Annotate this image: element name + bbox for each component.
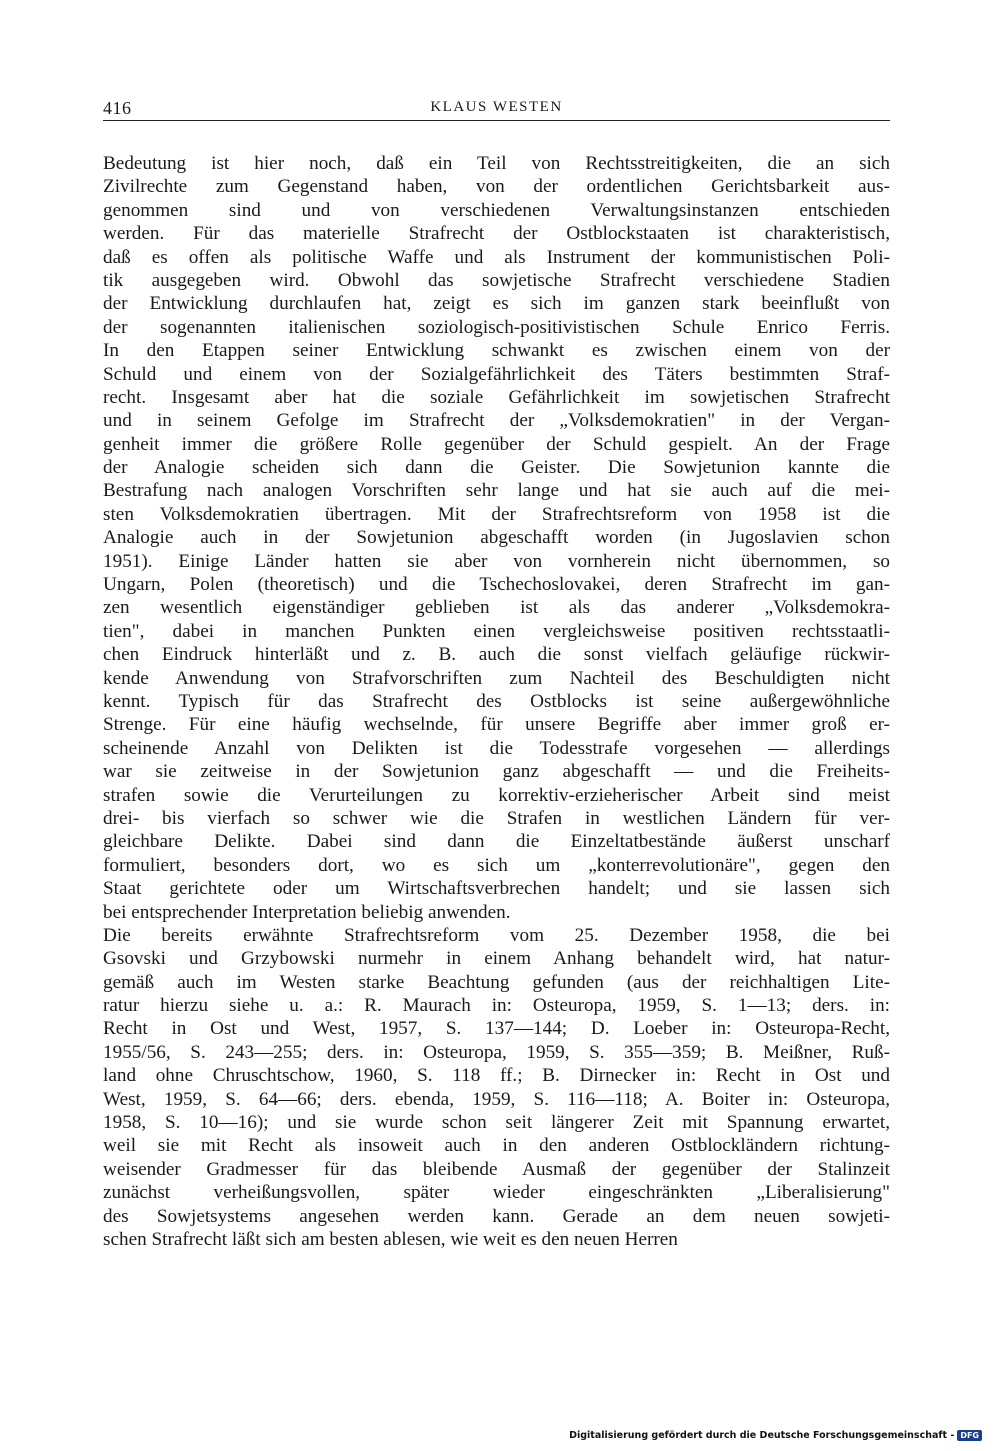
- body-text: [103, 152, 890, 1251]
- text-line: 1955/56, S. 243—255; ders. in: Osteuropa, 1959, S. 355—359; B. Meißner, Ruß-: [103, 1041, 890, 1063]
- text-line: chen Eindruck hinterläßt und z. B. auch die sonst vielfach geläufige rückwir-: [103, 644, 890, 666]
- text-line: genheit immer die größere Rolle gegenüber der Schuld gespielt. An der Frage: [103, 433, 890, 455]
- text-line: zunächst verheißungsvollen, später wieder eingeschränkten „Liberalisierung": [103, 1182, 890, 1204]
- text-line: werden. Für das materielle Strafrecht der Ostblockstaaten ist charakteristisch,: [103, 223, 890, 245]
- text-line: Recht in Ost und West, 1957, S. 137—144; D. Loeber in: Osteuropa-Recht,: [103, 1018, 890, 1040]
- text-line: Die bereits erwähnte Strafrechtsreform vom 25. Dezember 1958, die bei: [103, 924, 890, 946]
- text-line: kennt. Typisch für das Strafrecht des Ostblocks ist seine außergewöhnliche: [103, 690, 890, 712]
- text-line: Analogie auch in der Sowjetunion abgeschafft worden (in Jugoslavien schon: [103, 527, 890, 549]
- text-line: sten Volksdemokratien übertragen. Mit der Strafrechtsreform von 1958 ist die: [103, 503, 890, 525]
- credit-text: Digitalisierung gefördert durch die Deutsche Forschungsgemeinschaft -: [569, 1430, 955, 1441]
- dfg-logo: DFG: [957, 1430, 982, 1441]
- text-line: In den Etappen seiner Entwicklung schwankt es zwischen einem von der: [103, 340, 890, 362]
- text-line: weisender Gradmesser für das bleibende Ausmaß der gegenüber der Stalinzeit: [103, 1158, 890, 1180]
- text-line: weil sie mit Recht als insoweit auch in den anderen Ostblockländern richtung-: [103, 1135, 890, 1157]
- text-line: scheinende Anzahl von Delikten ist die Todesstrafe vorgesehen — allerdings: [103, 737, 890, 759]
- text-line: kende Anwendung von Strafvorschriften zum Nachteil des Beschuldigten nicht: [103, 667, 890, 689]
- text-line: 1958, S. 10—16); und sie wurde schon seit längerer Zeit mit Spannung erwartet,: [103, 1112, 890, 1134]
- text-line: der sogenannten italienischen soziologisch-positivistischen Schule Enrico Ferris.: [103, 316, 890, 338]
- text-line: drei- bis vierfach so schwer wie die Strafen in westlichen Ländern für ver-: [103, 807, 890, 829]
- text-line: und in seinem Gefolge im Strafrecht der „Volksdemokratien" in der Vergan-: [103, 410, 890, 432]
- text-line: der Analogie scheiden sich dann die Geister. Die Sowjetunion kannte die: [103, 457, 890, 479]
- text-line: bei entsprechender Interpretation beliebig anwenden.: [103, 901, 511, 923]
- text-line: genommen sind und von verschiedenen Verwaltungsinstanzen entschieden: [103, 199, 890, 221]
- page-header: [103, 98, 890, 121]
- text-line: tien", dabei in manchen Punkten einen vergleichsweise positiven rechtsstaatli-: [103, 620, 890, 642]
- text-line: Schuld und einem von der Sozialgefährlichkeit des Täters bestimmten Straf-: [103, 363, 890, 385]
- text-line: Zivilrechte zum Gegenstand haben, von der ordentlichen Gerichtsbarkeit aus-: [103, 176, 890, 198]
- text-line: Staat gerichtete oder um Wirtschaftsverbrechen handelt; und sie lassen sich: [103, 878, 890, 900]
- text-line: der Entwicklung durchlaufen hat, zeigt es sich im ganzen stark beeinflußt von: [103, 293, 890, 315]
- text-line: strafen sowie die Verurteilungen zu korrektiv-erzieherischer Arbeit sind meist: [103, 784, 890, 806]
- text-line: 1951). Einige Länder hatten sie aber von vornherein nicht übernommen, so: [103, 550, 890, 572]
- text-line: Bestrafung nach analogen Vorschriften sehr lange und hat sie auch auf die mei-: [103, 480, 890, 502]
- text-line: Bedeutung ist hier noch, daß ein Teil von Rechtsstreitigkeiten, die an sich: [103, 153, 890, 174]
- text-line: Gsovski und Grzybowski nurmehr in einem Anhang behandelt wird, hat natur-: [103, 948, 890, 970]
- text-line: schen Strafrecht läßt sich am besten ablesen, wie weit es den neuen Herren: [103, 1228, 678, 1250]
- text-line: Ungarn, Polen (theoretisch) und die Tschechoslovakei, deren Strafrecht im gan-: [103, 574, 890, 596]
- text-line: gemäß auch im Westen starke Beachtung gefunden (aus der reichhaltigen Lite-: [103, 971, 890, 993]
- text-line: West, 1959, S. 64—66; ders. ebenda, 1959, S. 116—118; A. Boiter in: Osteuropa,: [103, 1088, 890, 1110]
- digitization-credit: [569, 1430, 982, 1441]
- text-line: recht. Insgesamt aber hat die soziale Gefährlichkeit im sowjetischen Strafrecht: [103, 386, 890, 408]
- text-line: war sie zeitweise in der Sowjetunion ganz abgeschafft — und die Freiheits-: [103, 761, 890, 783]
- text-line: land ohne Chruschtschow, 1960, S. 118 ff.; B. Dirnecker in: Recht in Ost und: [103, 1065, 890, 1087]
- text-line: tik ausgegeben wird. Obwohl das sowjetische Strafrecht verschiedene Stadien: [103, 269, 890, 291]
- text-line: daß es offen als politische Waffe und als Instrument der kommunistischen Poli-: [103, 246, 890, 268]
- text-line: Strenge. Für eine häufig wechselnde, für unsere Begriffe aber immer groß er-: [103, 714, 890, 736]
- text-line: ratur hierzu siehe u. a.: R. Maurach in: Osteuropa, 1959, S. 1—13; ders. in:: [103, 995, 890, 1017]
- page-number: 416: [103, 98, 132, 118]
- text-line: zen wesentlich eigenständiger geblieben ist als das anderer „Volksdemokra-: [103, 597, 890, 619]
- text-line: formuliert, besonders dort, wo es sich um „konterrevolutionäre", gegen den: [103, 854, 890, 876]
- text-line: des Sowjetsystems angesehen werden kann. Gerade an dem neuen sowjeti-: [103, 1205, 890, 1227]
- text-line: gleichbare Delikte. Dabei sind dann die Einzeltatbestände äußerst unscharf: [103, 831, 890, 853]
- running-title: KLAUS WESTEN: [430, 99, 563, 115]
